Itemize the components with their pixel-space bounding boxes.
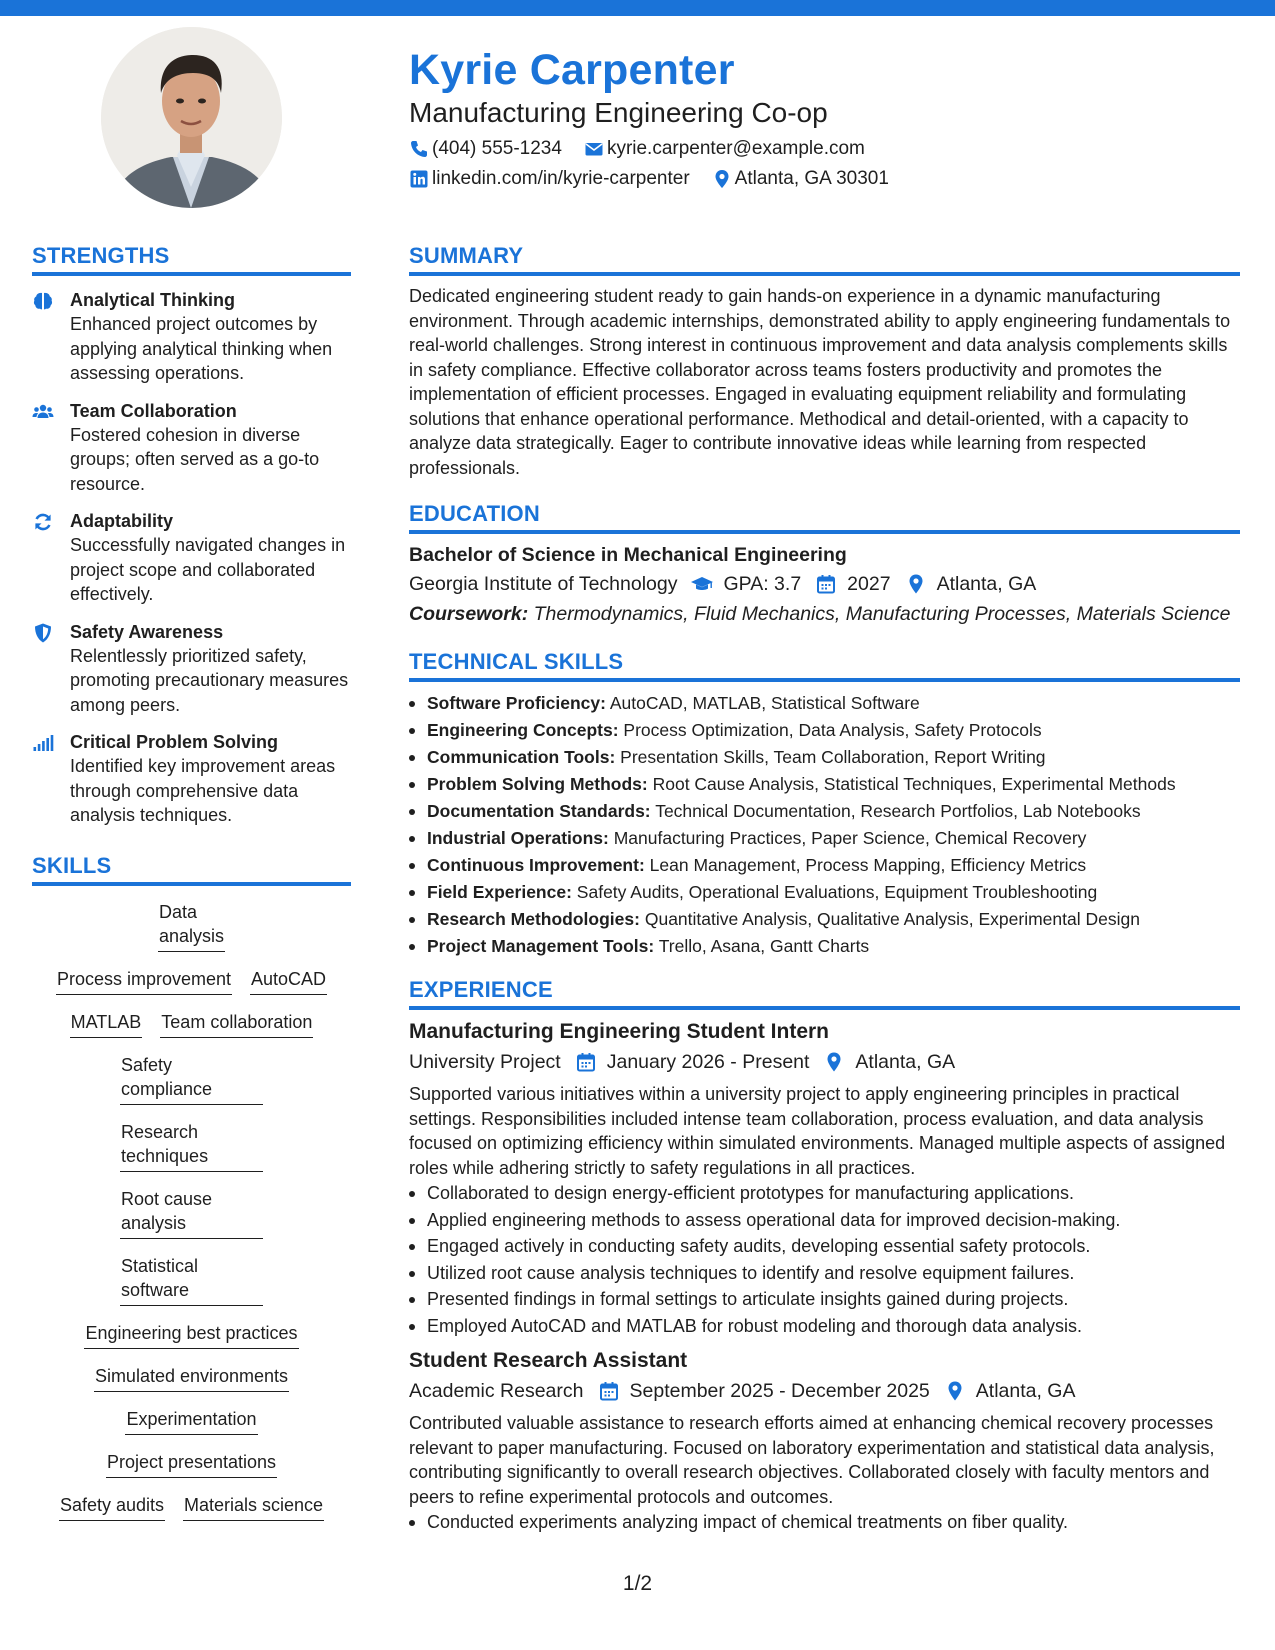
map-pin-icon	[823, 1051, 845, 1073]
graduation-cap-icon	[691, 573, 713, 595]
job-meta	[409, 1048, 1240, 1076]
skill-tag: MATLAB	[70, 1010, 143, 1038]
skill-tag: Engineering best practices	[84, 1321, 298, 1349]
strength-title: Critical Problem Solving	[70, 732, 279, 752]
tech-skill-item	[409, 798, 1240, 825]
job-dates	[598, 1377, 930, 1405]
skill-tag: Project presentations	[106, 1450, 277, 1478]
brain-icon	[32, 290, 54, 312]
tech-skill-item	[409, 906, 1240, 933]
job-dates	[575, 1048, 810, 1076]
strengths-heading: STRENGTHS	[32, 242, 351, 276]
skill-tag: Materials science	[183, 1493, 324, 1521]
strength-desc: Fostered cohesion in diverse groups; often served as a go-to resource.	[70, 424, 320, 494]
tech-skill-label: Project Management Tools:	[427, 936, 655, 956]
skill-tag: Research techniques	[120, 1120, 263, 1172]
strengths-list	[32, 288, 351, 828]
skill-tag: Team collaboration	[160, 1010, 313, 1038]
gpa	[691, 570, 801, 598]
job-title: Manufacturing Engineering Student Intern	[409, 1020, 829, 1043]
job-bullets	[409, 1180, 1240, 1339]
phone-text: (404) 555-1234	[432, 138, 562, 159]
top-accent-bar	[0, 0, 1275, 16]
job-bullet: Presented findings in formal settings to articulate insights gained during projects.	[409, 1286, 1240, 1313]
strength-item	[32, 509, 351, 607]
skill-tag: AutoCAD	[250, 967, 327, 995]
year-text: 2027	[847, 573, 891, 595]
skill-tag: Safety compliance	[120, 1053, 263, 1105]
tech-skill-label: Engineering Concepts:	[427, 720, 619, 740]
skill-tag: Simulated environments	[94, 1364, 289, 1392]
job-bullet: Collaborated to design energy-efficient prototypes for manufacturing applications.	[409, 1180, 1240, 1207]
coursework	[409, 602, 1240, 626]
resume-header	[409, 42, 1229, 192]
strength-item	[32, 288, 351, 386]
school-text: Georgia Institute of Technology	[409, 573, 678, 595]
job-org-text: Academic Research	[409, 1380, 584, 1402]
strength-item	[32, 399, 351, 497]
job-org-text: University Project	[409, 1051, 561, 1073]
tech-skill-label: Continuous Improvement:	[427, 855, 645, 875]
job-bullet: Applied engineering methods to assess operational data for improved decision-making.	[409, 1207, 1240, 1234]
signal-bars-icon	[32, 732, 54, 754]
job-bullet: Conducted experiments analyzing impact of chemical treatments on fiber quality.	[409, 1509, 1240, 1536]
contact-email[interactable]	[584, 136, 865, 162]
tech-skill-value: Technical Documentation, Research Portfolios, Lab Notebooks	[655, 801, 1141, 821]
tech-skill-value: Root Cause Analysis, Statistical Techniques, Experimental Methods	[652, 774, 1176, 794]
users-icon	[32, 401, 54, 423]
tech-skill-value: Presentation Skills, Team Collaboration, Report Writing	[620, 747, 1046, 767]
strength-title: Team Collaboration	[70, 400, 237, 421]
tech-skill-item	[409, 717, 1240, 744]
job-description: Contributed valuable assistance to research efforts aimed at enhancing chemical recovery processes relevant to paper manufacturing. Focused on laboratory experimentation and statistical data analysis, contributing significantly to overall research objectives. Collaborated closely with faculty mentors and peers to refine experimental protocols and outcomes.	[409, 1413, 1215, 1507]
tech-skill-label: Field Experience:	[427, 882, 572, 902]
shield-icon	[32, 622, 54, 644]
left-column	[32, 242, 351, 1536]
skill-tag: Safety audits	[59, 1493, 165, 1521]
job-location-text: Atlanta, GA	[855, 1051, 956, 1073]
strength-desc: Identified key improvement areas through comprehensive data analysis techniques.	[70, 756, 336, 825]
job-org	[409, 1377, 584, 1405]
tech-skill-item	[409, 852, 1240, 879]
skill-tag: Process improvement	[56, 967, 232, 995]
job-description: Supported various initiatives within a university project to apply engineering principles in practical settings. Responsibilities included intense team collaboration, process evaluation, and data analysis focused on optimizing efficiency within simulated environments. Managed multiple aspects of assigned roles while adhering strictly to safety regulations in all practices.	[409, 1084, 1226, 1178]
contact-row-1	[409, 136, 1229, 162]
summary-heading: SUMMARY	[409, 242, 1240, 276]
email-text: kyrie.carpenter@example.com	[606, 138, 865, 159]
calendar-icon	[598, 1380, 620, 1402]
page-number: 1/2	[622, 1572, 653, 1595]
map-pin-icon	[712, 169, 732, 189]
education-meta	[409, 570, 1240, 598]
phone-icon	[409, 139, 429, 159]
job-location-text: Atlanta, GA	[975, 1380, 1076, 1402]
candidate-name: Kyrie Carpenter	[409, 46, 735, 94]
coursework-label: Coursework:	[409, 603, 529, 625]
strength-title: Analytical Thinking	[70, 290, 236, 310]
tech-skill-label: Research Methodologies:	[427, 909, 640, 929]
tech-skill-value: Lean Management, Process Mapping, Efficiency Metrics	[649, 855, 1087, 875]
job-title: Student Research Assistant	[409, 1349, 688, 1372]
calendar-icon	[575, 1051, 597, 1073]
gpa-text: GPA: 3.7	[723, 573, 802, 595]
experience-entry	[409, 1018, 1240, 1339]
tech-skill-item	[409, 771, 1240, 798]
tech-skill-item	[409, 933, 1240, 960]
job-dates-text: September 2025 - December 2025	[629, 1380, 930, 1402]
right-column	[409, 242, 1240, 1536]
experience-heading: EXPERIENCE	[409, 976, 1240, 1010]
linkedin-icon	[409, 169, 429, 189]
strength-title: Adaptability	[70, 511, 174, 531]
tech-skill-item	[409, 744, 1240, 771]
job-dates-text: January 2026 - Present	[606, 1051, 810, 1073]
tech-skill-label: Documentation Standards:	[427, 801, 651, 821]
school-location	[905, 570, 1037, 598]
school-name	[409, 570, 677, 598]
tech-skill-item	[409, 879, 1240, 906]
map-pin-icon	[944, 1380, 966, 1402]
strength-title: Safety Awareness	[70, 621, 224, 642]
job-bullets	[409, 1509, 1240, 1536]
job-location	[944, 1377, 1076, 1405]
profile-photo	[101, 27, 282, 208]
experience-entry	[409, 1347, 1240, 1536]
job-org	[409, 1048, 561, 1076]
envelope-icon	[584, 139, 604, 159]
map-pin-icon	[905, 573, 927, 595]
grad-year	[815, 570, 890, 598]
tech-skill-item	[409, 690, 1240, 717]
tech-skill-value: Quantitative Analysis, Qualitative Analysis, Experimental Design	[644, 909, 1140, 929]
skills-cloud	[32, 886, 351, 1536]
skill-tag: Statistical software	[120, 1254, 263, 1306]
job-location	[823, 1048, 955, 1076]
education-heading: EDUCATION	[409, 500, 1240, 534]
candidate-title: Manufacturing Engineering Co-op	[409, 97, 828, 128]
school-location-text: Atlanta, GA	[936, 573, 1037, 595]
job-bullet: Employed AutoCAD and MATLAB for robust modeling and thorough data analysis.	[409, 1313, 1240, 1340]
contact-phone[interactable]	[409, 136, 562, 162]
job-meta	[409, 1377, 1240, 1405]
strength-item	[32, 620, 351, 718]
linkedin-text: linkedin.com/in/kyrie-carpenter	[432, 168, 690, 189]
strength-desc: Relentlessly prioritized safety, promoting precautionary measures among peers.	[70, 645, 349, 715]
contact-row-2	[409, 166, 1229, 192]
contact-linkedin[interactable]	[409, 166, 690, 192]
tech-skill-value: Safety Audits, Operational Evaluations, Equipment Troubleshooting	[576, 882, 1098, 902]
skills-heading: SKILLS	[32, 852, 351, 886]
coursework-text: Thermodynamics, Fluid Mechanics, Manufacturing Processes, Materials Science	[533, 603, 1231, 625]
tech-skill-value: Trello, Asana, Gantt Charts	[658, 936, 870, 956]
technical-skills-heading: TECHNICAL SKILLS	[409, 648, 1240, 682]
tech-skill-label: Software Proficiency:	[427, 693, 606, 713]
contact-location	[712, 166, 889, 192]
sync-icon	[32, 511, 54, 533]
summary-text: Dedicated engineering student ready to gain hands-on experience in a dynamic manufacturing environment. Through academic internships, demonstrated ability to apply engineering fundamentals to real-world challenges. Strong interest in continuous improvement and data analysis complements skills in safety compliance. Effective collaborator across teams fosters productivity and promotes the implementation of efficient processes. Engaged in evaluating equipment reliability and formulating solutions that enhance operational performance. Methodical and detail-oriented, with a capacity to analyze data strategically. Eager to contribute innovative ideas while learning from respected professionals.	[409, 286, 1231, 478]
strength-item	[32, 730, 351, 828]
tech-skill-label: Problem Solving Methods:	[427, 774, 648, 794]
job-bullet: Utilized root cause analysis techniques to identify and resolve equipment failures.	[409, 1260, 1240, 1287]
tech-skill-value: Manufacturing Practices, Paper Science, Chemical Recovery	[613, 828, 1087, 848]
tech-skill-value: Process Optimization, Data Analysis, Safety Protocols	[623, 720, 1042, 740]
calendar-icon	[815, 573, 837, 595]
skill-tag: Data analysis	[158, 900, 225, 952]
tech-skill-value: AutoCAD, MATLAB, Statistical Software	[609, 693, 920, 713]
skill-tag: Root cause analysis	[120, 1187, 263, 1239]
job-bullet: Engaged actively in conducting safety audits, developing essential safety protocols.	[409, 1233, 1240, 1260]
tech-skill-label: Communication Tools:	[427, 747, 616, 767]
tech-skill-item	[409, 825, 1240, 852]
technical-skills-list	[409, 690, 1240, 960]
strength-desc: Enhanced project outcomes by applying analytical thinking when assessing operations.	[70, 314, 333, 383]
tech-skill-label: Industrial Operations:	[427, 828, 609, 848]
skill-tag: Experimentation	[125, 1407, 257, 1435]
strength-desc: Successfully navigated changes in project scope and collaborated effectively.	[70, 535, 346, 604]
location-text: Atlanta, GA 30301	[734, 168, 889, 189]
degree-title: Bachelor of Science in Mechanical Engineering	[409, 544, 847, 566]
